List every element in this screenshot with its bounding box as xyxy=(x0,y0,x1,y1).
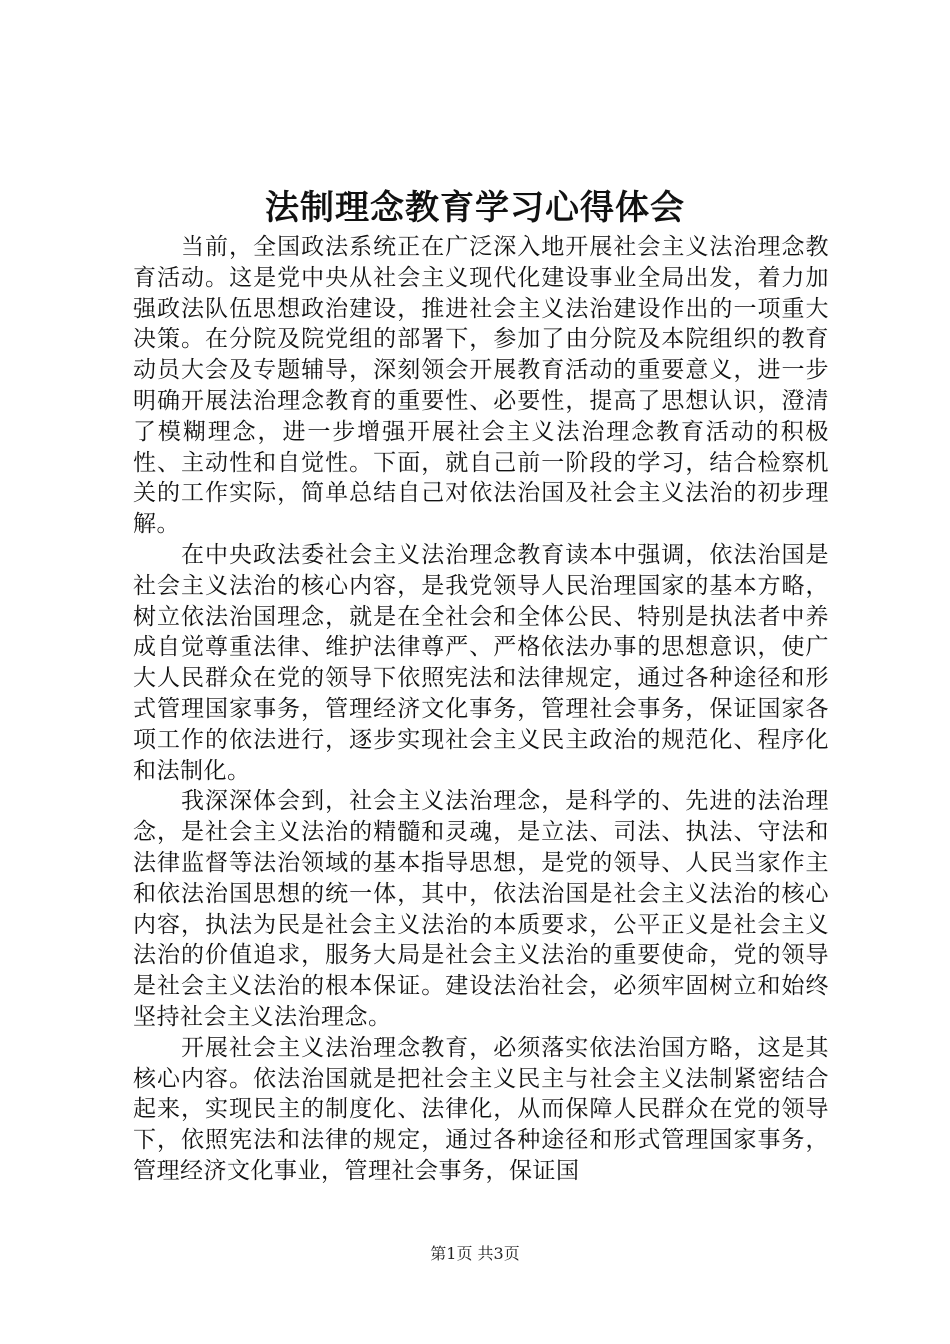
paragraph: 在中央政法委社会主义法治理念教育读本中强调，依法治国是社会主义法治的核心内容，是我党领导人民治理国家的基本方略，树立依法治国理念，就是在全社会和全体公民、特别是执法者中养成自觉尊重法律、维护法律尊严、严格依法办事的思想意识，使广大人民群众在党的领导下依照宪法和法律规定，通过各种途径和形式管理国家事务，管理经济文化事务，管理社会事务，保证国家各项工作的依法进行，逐步实现社会主义民主政治的规范化、程序化和法制化。 xyxy=(133,541,829,784)
paragraph: 开展社会主义法治理念教育，必须落实依法治国方略，这是其核心内容。依法治国就是把社会主义民主与社会主义法制紧密结合起来，实现民主的制度化、法律化，从而保障人民群众在党的领导下，依照宪法和法律的规定，通过各种途径和形式管理国家事务，管理经济文化事业，管理社会事务，保证国 xyxy=(133,1034,829,1184)
document-title: 法制理念教育学习心得体会 xyxy=(265,188,685,228)
paragraph: 我深深体会到，社会主义法治理念，是科学的、先进的法治理念，是社会主义法治的精髓和灵魂，是立法、司法、执法、守法和法律监督等法治领域的基本指导思想，是党的领导、人民当家作主和依法治国思想的统一体，其中，依法治国是社会主义法治的核心内容，执法为民是社会主义法治的本质要求，公平正义是社会主义法治的价值追求，服务大局是社会主义法治的重要使命，党的领导是社会主义法治的根本保证。建设法治社会，必须牢固树立和始终坚持社会主义法治理念。 xyxy=(133,788,829,1030)
page-number-footer: 第1页 共3页 xyxy=(430,1244,520,1263)
paragraph: 当前，全国政法系统正在广泛深入地开展社会主义法治理念教育活动。这是党中央从社会主义现代化建设事业全局出发，着力加强政法队伍思想政治建设，推进社会主义法治建设作出的一项重大决策。在分院及院党组的部署下，参加了由分院及本院组织的教育动员大会及专题辅导，深刻领会开展教育活动的重要意义，进一步明确开展法治理念教育的重要性、必要性，提高了思想认识，澄清了模糊理念，进一步增强开展社会主义法治理念教育活动的积极性、主动性和自觉性。下面，就自己前一阶段的学习，结合检察机关的工作实际，简单总结自己对依法治国及社会主义法治的初步理解。 xyxy=(133,234,829,538)
document-body xyxy=(133,232,829,1187)
